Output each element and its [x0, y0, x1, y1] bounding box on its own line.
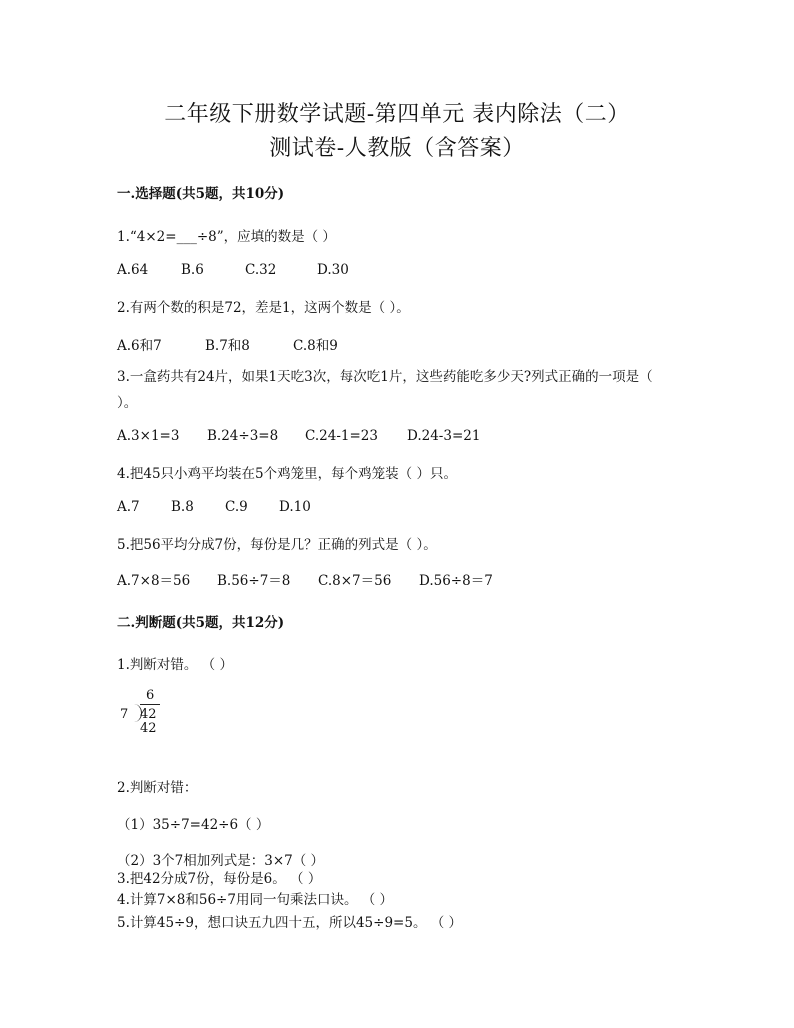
judge-question-5: 5.计算45÷9，想口诀五九四十五，所以45÷9=5。 （ ） — [117, 915, 463, 931]
question-4-options — [117, 499, 311, 515]
option: A.3×1=3 — [117, 428, 180, 444]
section-heading-choice: 一.选择题(共5题，共10分) — [117, 186, 285, 202]
option: C.8×7＝56 — [318, 573, 392, 589]
question-3-options — [117, 428, 480, 444]
long-division-figure — [118, 688, 178, 740]
question-2-stem: 2.有两个数的积是72，差是1，这两个数是（ ）。 — [117, 300, 410, 316]
judge-question-3: 3.把42分成7份，每份是6。 （ ） — [117, 871, 322, 887]
division-quotient: 6 — [146, 688, 155, 703]
option: A.64 — [117, 262, 149, 278]
option: D.10 — [279, 499, 311, 515]
option: B.24÷3=8 — [207, 428, 279, 444]
question-1-options — [117, 262, 349, 278]
option: C.8和9 — [293, 338, 338, 354]
option: B.6 — [181, 262, 204, 278]
option: B.7和8 — [205, 338, 250, 354]
question-1-stem: 1.“4×2=___÷8”，应填的数是（ ） — [117, 229, 336, 245]
question-5-options — [117, 569, 493, 589]
option: C.9 — [225, 499, 248, 515]
option: A.7 — [117, 499, 140, 515]
judge-question-2-sub2: （2）3个7相加列式是：3×7（ ） — [117, 853, 325, 869]
option: C.24-1=23 — [305, 428, 378, 444]
division-divisor: 7 — [120, 707, 129, 722]
judge-question-1-stem: 1.判断对错。 （ ） — [117, 657, 233, 673]
question-2-options — [117, 334, 338, 354]
question-3-stem: 3.一盒药共有24片，如果1天吃3次，每次吃1片，这些药能吃多少天?列式正确的一项是（ ）。 — [117, 369, 653, 411]
section-heading-judge: 二.判断题(共5题，共12分) — [117, 615, 285, 631]
question-4-stem: 4.把45只小鸡平均装在5个鸡笼里，每个鸡笼装（ ）只。 — [117, 466, 457, 482]
option: D.24-3=21 — [407, 428, 481, 444]
division-product: 42 — [140, 721, 157, 736]
division-top-line — [140, 704, 160, 705]
option: A.6和7 — [117, 338, 162, 354]
page-title-line2: 测试卷-人教版（含答案） — [269, 136, 525, 161]
judge-question-2-sub1: （1）35÷7=42÷6（ ） — [117, 817, 270, 833]
division-dividend: 42 — [140, 707, 157, 722]
judge-question-2-stem: 2.判断对错： — [117, 780, 198, 796]
question-5-stem: 5.把56平均分成7份，每份是几？正确的列式是（ ）。 — [117, 537, 437, 553]
option: A.7×8＝56 — [117, 573, 191, 589]
judge-question-4: 4.计算7×8和56÷7用同一句乘法口诀。 （ ） — [117, 892, 394, 908]
option: D.30 — [317, 262, 349, 278]
option: B.8 — [171, 499, 194, 515]
page-title-line1: 二年级下册数学试题-第四单元 表内除法（二） — [164, 102, 630, 127]
option: B.56÷7＝8 — [217, 573, 291, 589]
option: D.56÷8＝7 — [419, 573, 493, 589]
option: C.32 — [245, 262, 277, 278]
